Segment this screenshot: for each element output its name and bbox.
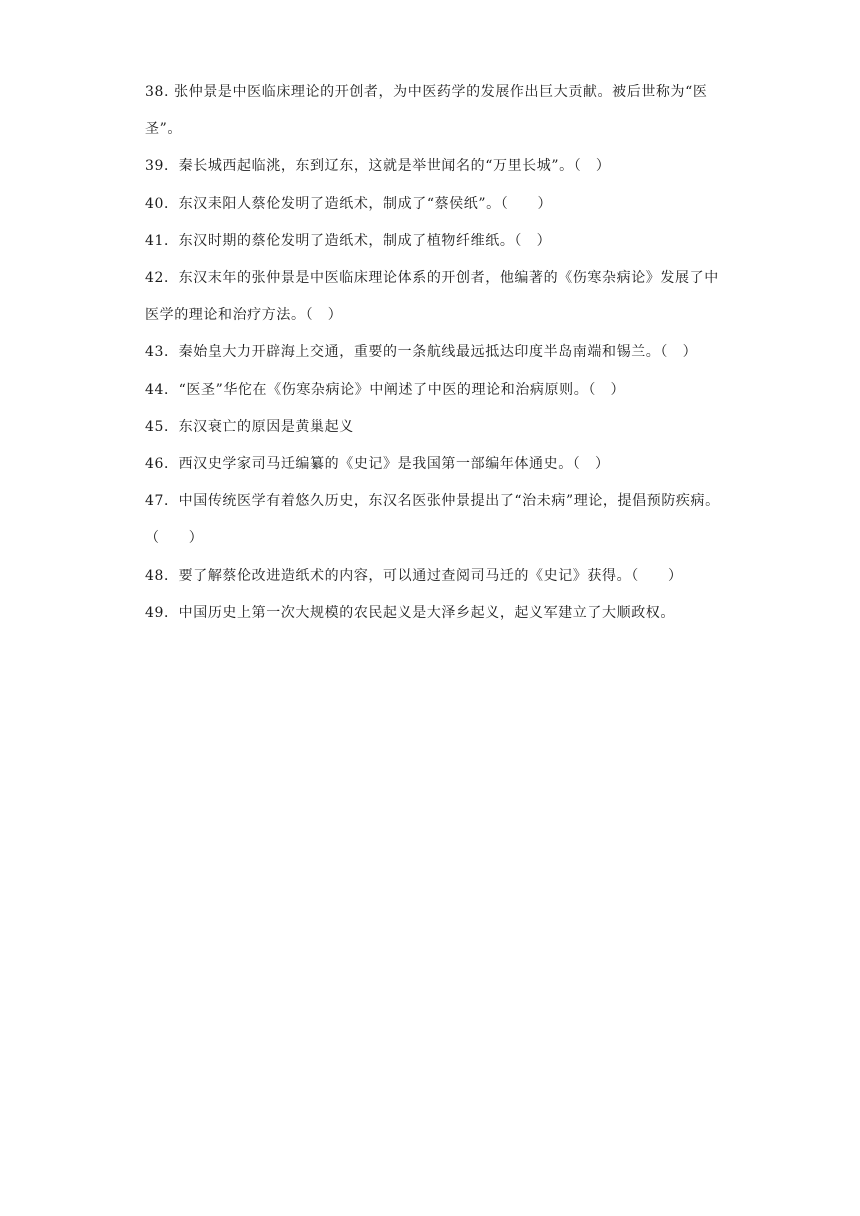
- question-43: 43．秦始皇大力开辟海上交通，重要的一条航线最远抵达印度半岛南端和锡兰。（ ）: [145, 344, 698, 361]
- question-38: 38. 张仲景是中医临床理论的开创者，为中医药学的发展作出巨大贡献。被后世称为“医圣”。: [145, 84, 708, 138]
- question-45: 45．东汉衰亡的原因是黄巢起义: [145, 418, 354, 435]
- question-44: 44．“医圣”华佗在《伤寒杂病论》中阐述了中医的理论和治病原则。（ ）: [145, 381, 626, 398]
- question-40: 40．东汉耒阳人蔡伦发明了造纸术，制成了“蔡侯纸”。（ ）: [145, 195, 553, 212]
- question-46: 46．西汉史学家司马迁编纂的《史记》是我国第一部编年体通史。（ ）: [145, 456, 610, 473]
- question-48: 48．要了解蔡伦改进造纸术的内容，可以通过查阅司马迁的《史记》获得。（ ）: [145, 567, 683, 584]
- question-42: 42．东汉末年的张仲景是中医临床理论体系的开创者，他编著的《伤寒杂病论》发展了中医学的理论和治疗方法。（ ）: [145, 270, 719, 324]
- question-49: 49．中国历史上第一次大规模的农民起义是大泽乡起义，起义军建立了大顺政权。: [145, 604, 676, 621]
- question-39: 39．秦长城西起临洮，东到辽东，这就是举世闻名的“万里长城”。（ ）: [145, 158, 611, 175]
- question-41: 41．东汉时期的蔡伦发明了造纸术，制成了植物纤维纸。（ ）: [145, 232, 552, 249]
- question-list: [145, 74, 725, 632]
- question-47: 47．中国传统医学有着悠久历史，东汉名医张仲景提出了“治未病”理论，提倡预防疾病。（ ）: [145, 493, 720, 547]
